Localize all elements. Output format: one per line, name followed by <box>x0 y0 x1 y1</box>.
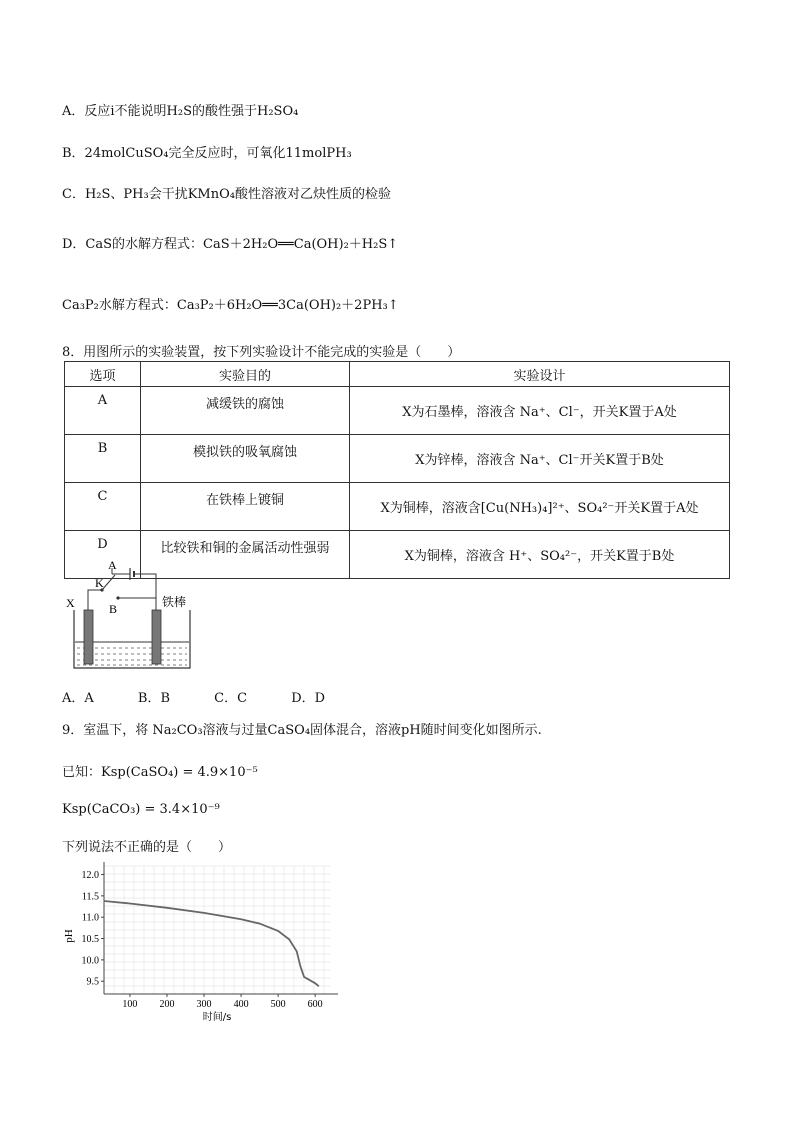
electrode-x <box>84 610 93 664</box>
choice-b[interactable]: B．B <box>137 691 171 706</box>
y-axis-label: pH <box>63 929 75 943</box>
option-c: C．H₂S、PH₃会干扰KMnO₄酸性溶液对乙炔性质的检验 <box>62 187 391 202</box>
row-option: D <box>65 531 141 579</box>
label-a: A <box>108 560 117 572</box>
x-tick-label: 500 <box>270 999 286 1010</box>
chart-grid <box>104 866 330 994</box>
wire <box>142 574 156 610</box>
option-b: B．24molCuSO₄完全反应时，可氧化11molPH₃ <box>62 146 352 161</box>
label-b: B <box>109 602 118 616</box>
label-x: X <box>66 596 75 610</box>
ksp-caco3: Ksp(CaCO₃) = 3.4×10⁻⁹ <box>62 802 220 817</box>
y-tick-label: 11.0 <box>81 912 99 924</box>
y-tick-label: 11.5 <box>81 891 99 903</box>
table-row <box>65 435 730 483</box>
apparatus-diagram <box>62 560 202 678</box>
table-row <box>65 387 730 435</box>
option-d: D．CaS的水解方程式：CaS＋2H₂O══Ca(OH)₂＋H₂S↑ <box>62 237 399 252</box>
y-tick-label: 12.0 <box>81 870 99 882</box>
row-option: A <box>65 387 141 435</box>
y-tick-label: 9.5 <box>86 976 99 988</box>
choice-a[interactable]: A．A <box>62 691 94 706</box>
header-goal: 实验目的 <box>141 362 350 387</box>
table-row <box>65 483 730 531</box>
x-axis-label: 时间/s <box>202 1012 232 1023</box>
question-9-stem: 9．室温下，将 Na₂CO₃溶液与过量CaSO₄固体混合，溶液pH随时间变化如图所示. <box>62 723 542 738</box>
row-option: C <box>65 483 141 531</box>
option-a: A．反应i不能说明H₂S的酸性强于H₂SO₄ <box>62 104 299 119</box>
x-tick-label: 200 <box>159 999 175 1010</box>
ph-time-chart <box>62 858 342 1024</box>
x-tick-label: 300 <box>196 999 212 1010</box>
option-d-line2: Ca₃P₂水解方程式：Ca₃P₂＋6H₂O══3Ca(OH)₂＋2PH₃↑ <box>62 298 399 313</box>
question-9-ask: 下列说法不正确的是（ ） <box>62 840 232 855</box>
ksp-caso4: 已知：Ksp(CaSO₄) = 4.9×10⁻⁵ <box>62 765 258 780</box>
x-tick-label: 400 <box>233 999 249 1010</box>
solution <box>77 648 187 665</box>
row-design: X为铜棒，溶液含[Cu(NH₃)₄]²⁺、SO₄²⁻开关K置于A处 <box>350 483 730 531</box>
row-option: B <box>65 435 141 483</box>
question-8-choices <box>62 687 365 706</box>
row-goal: 模拟铁的吸氧腐蚀 <box>141 435 350 483</box>
switch-k <box>102 575 115 590</box>
table-header-row <box>65 362 730 387</box>
y-tick-label: 10.5 <box>81 934 99 946</box>
header-option: 选项 <box>65 362 141 387</box>
experiment-table <box>64 361 730 579</box>
x-tick-label: 100 <box>122 999 138 1010</box>
wire <box>88 590 102 610</box>
row-goal: 在铁棒上镀铜 <box>141 483 350 531</box>
row-design: X为锌棒，溶液含 Na⁺、Cl⁻开关K置于B处 <box>350 435 730 483</box>
label-iron-rod: 铁棒 <box>162 595 187 609</box>
x-tick-label: 600 <box>307 999 323 1010</box>
header-design: 实验设计 <box>350 362 730 387</box>
label-k: K <box>95 576 104 590</box>
row-goal: 减缓铁的腐蚀 <box>141 387 350 435</box>
question-8-stem: 8．用图所示的实验装置，按下列实验设计不能完成的实验是（ ） <box>62 345 461 360</box>
row-goal: 比较铁和铜的金属活动性强弱 <box>141 531 350 579</box>
row-design: X为石墨棒，溶液含 Na⁺、Cl⁻，开关K置于A处 <box>350 387 730 435</box>
y-tick-label: 10.0 <box>81 955 99 967</box>
choice-c[interactable]: C．C <box>214 691 248 706</box>
chart-ticks <box>82 870 323 1010</box>
row-design: X为铜棒，溶液含 H⁺、SO₄²⁻，开关K置于B处 <box>350 531 730 579</box>
iron-rod <box>152 610 161 664</box>
choice-d[interactable]: D．D <box>291 691 326 706</box>
